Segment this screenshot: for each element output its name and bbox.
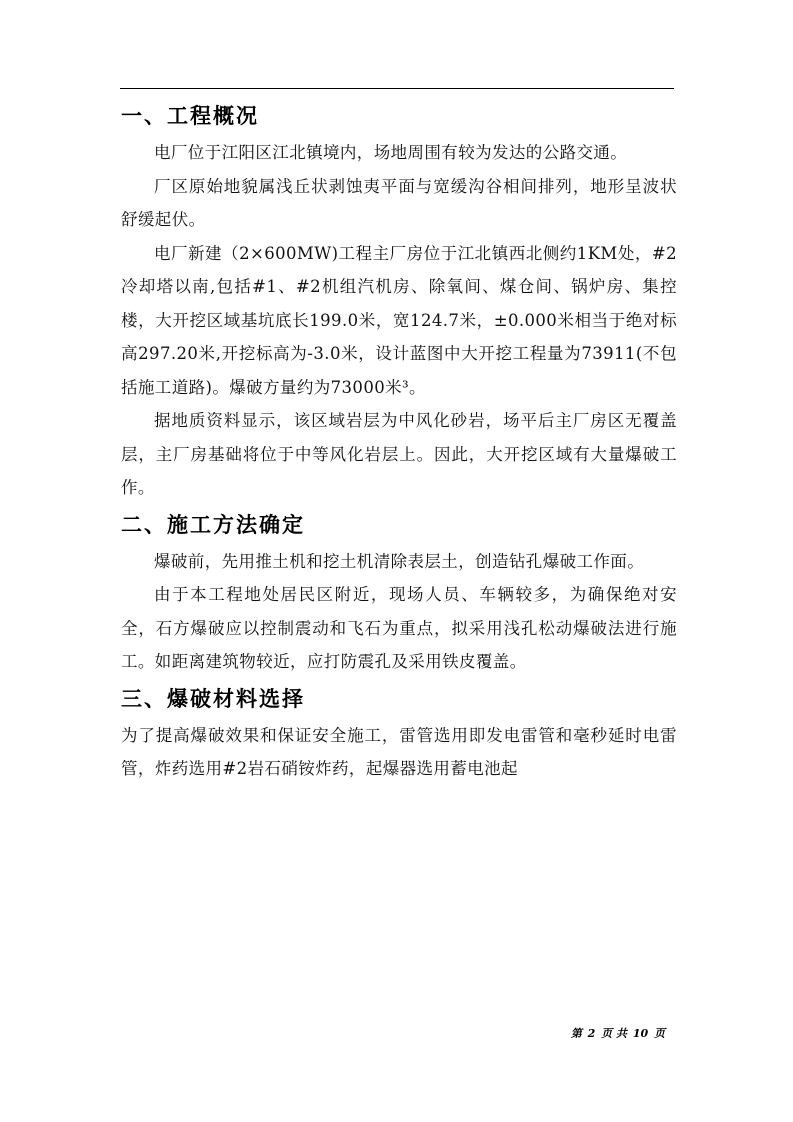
paragraph: 厂区原始地貌属浅丘状剥蚀夷平面与宽缓沟谷相间排列，地形呈波状舒缓起伏。: [121, 176, 677, 229]
paragraph: 由于本工程地处居民区附近，现场人员、车辆较多，为确保绝对安全，石方爆破应以控制震动和飞石为重点，拟采用浅孔松动爆破法进行施工。如距离建筑物较近，应打防震孔及采用铁皮覆盖。: [121, 585, 677, 671]
footer-total: 10: [632, 1027, 649, 1040]
paragraph: 据地质资料显示，该区域岩层为中风化砂岩，场平后主厂房区无覆盖层，主厂房基础将位于中等风化岩层上。因此，大开挖区域有大量爆破工作。: [121, 411, 677, 497]
paragraph: 为了提高爆破效果和保证安全施工，雷管选用即发电雷管和毫秒延时电雷管，炸药选用#2岩石硝铵炸药，起爆器选用蓄电池起: [121, 725, 677, 778]
document-body: [121, 96, 677, 786]
section-heading-overview: 一、工程概况: [121, 104, 259, 128]
paragraph: 电厂新建（2×600MW)工程主厂房位于江北镇西北侧约1KM处，#2冷却塔以南,包括#1、#2机组汽机房、除氧间、煤仓间、锅炉房、集控楼，大开挖区域基坑底长199.0米，宽124.7米，±0.000米相当于绝对标高297.20米,开挖标高为-3.0米，设计蓝图中大开挖工程量为73911(不包括施工道路)。爆破方量约为73000米³。: [121, 243, 677, 397]
footer-page: 2: [587, 1027, 596, 1040]
paragraph: 爆破前，先用推土机和挖土机清除表层土，创造钻孔爆破工作面。: [154, 551, 645, 571]
page-number-footer: [571, 1025, 667, 1041]
section-heading-materials: 三、爆破材料选择: [121, 686, 305, 711]
header-rule: [120, 88, 674, 89]
paragraph: 电厂位于江阳区江北镇境内，场地周围有较为发达的公路交通。: [154, 143, 628, 162]
footer-suffix: 页: [654, 1027, 665, 1040]
footer-prefix: 第: [570, 1027, 582, 1040]
footer-middle: 页 共: [601, 1027, 627, 1040]
section-heading-method: 二、施工方法确定: [121, 512, 305, 537]
